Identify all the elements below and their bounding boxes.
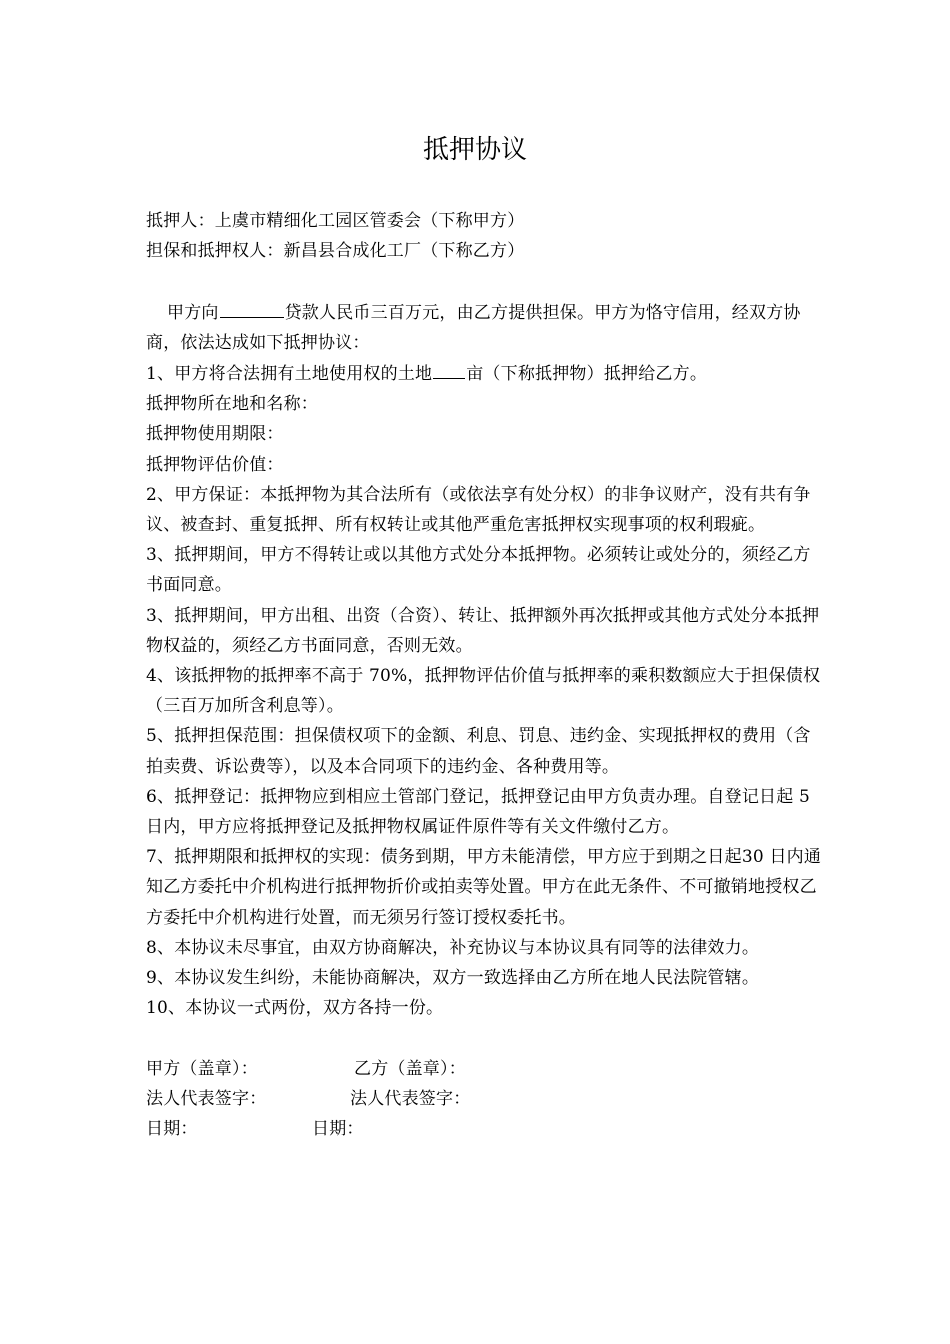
party-a-seal-label: 甲方（盖章）： [146,1058,258,1079]
clause-3a: 3、抵押期间，甲方不得转让或以其他方式处分本抵押物。必须转让或处分的，须经乙方书面同意。 [146,545,811,596]
collateral-location-field: 抵押物所在地和名称： [146,394,318,415]
paragraph-spacer [146,1023,822,1053]
collateral-term-field: 抵押物使用期限： [146,424,284,445]
party-b-rep-label: 法人代表签字： [350,1088,471,1109]
intro-text-1: 甲方向 [167,302,219,323]
representative-row [146,1084,822,1114]
clause-1 [146,358,822,389]
collateral-value-field: 抵押物评估价值： [146,454,284,475]
clause-1-text-2: 亩（下称抵押物）抵押给乙方。 [466,364,708,384]
clause-4: 4、该抵押物的抵押率不高于 70%，抵押物评估价值与抵押率的乘积数额应大于担保债权（三百万加所含利息等）。 [146,666,821,717]
mortgagor-line: 抵押人：上虞市精细化工园区管委会（下称甲方） [146,211,525,231]
clause-3b: 3、抵押期间，甲方出租、出资（合资）、转让、抵押额外再次抵押或其他方式处分本抵押物权益的，须经乙方书面同意，否则无效。 [146,605,820,656]
clause-10: 10、本协议一式两份，双方各持一份。 [146,998,444,1019]
party-a-rep-label: 法人代表签字： [146,1088,267,1109]
document-body [146,206,822,1144]
lender-blank [220,297,284,318]
clause-1-text-1: 1、甲方将合法拥有土地使用权的土地 [146,364,433,384]
page-title: 抵押协议 [422,135,527,165]
party-b-seal-label: 乙方（盖章）： [354,1058,466,1079]
clause-9: 9、本协议发生纠纷，未能协商解决，双方一致选择由乙方所在地人民法院管辖。 [146,968,760,989]
date-row [146,1114,822,1144]
intro-paragraph [146,297,822,358]
clause-8: 8、本协议未尽事宜，由双方协商解决，补充协议与本协议具有同等的法律效力。 [146,937,760,958]
mortgagee-line: 担保和抵押权人：新昌县合成化工厂（下称乙方） [146,241,525,262]
clause-7: 7、抵押期限和抵押权的实现：债务到期，甲方未能清偿，甲方应于到期之日起30 日内通知乙方委托中介机构进行抵押物折价或拍卖等处置。甲方在此无条件、不可撤销地授权乙方委托中介机构进行处置，而无须另行签订授权委托书。 [146,847,822,928]
seal-row [146,1054,822,1084]
party-b-date-label: 日期： [312,1119,364,1140]
party-a-date-label: 日期： [146,1119,198,1140]
acreage-blank [433,358,465,379]
clause-6: 6、抵押登记：抵押物应到相应土管部门登记，抵押登记由甲方负责办理。自登记日起 5 日内，甲方应将抵押登记及抵押物权属证件原件等有关文件缴付乙方。 [146,786,811,838]
intro-text-2: 贷款人民币三百万元，由乙方提供担保。甲方为恪守信用，经双方协商，依法达成如下抵押协议： [146,302,801,353]
paragraph-spacer [146,266,822,296]
clause-2: 2、甲方保证：本抵押物为其合法所有（或依法享有处分权）的非争议财产，没有共有争议、被查封、重复抵押、所有权转让或其他严重危害抵押权实现事项的权利瑕疵。 [146,484,811,536]
clause-5: 5、抵押担保范围：担保债权项下的金额、利息、罚息、违约金、实现抵押权的费用（含拍卖费、诉讼费等），以及本合同项下的违约金、各种费用等。 [146,726,811,777]
